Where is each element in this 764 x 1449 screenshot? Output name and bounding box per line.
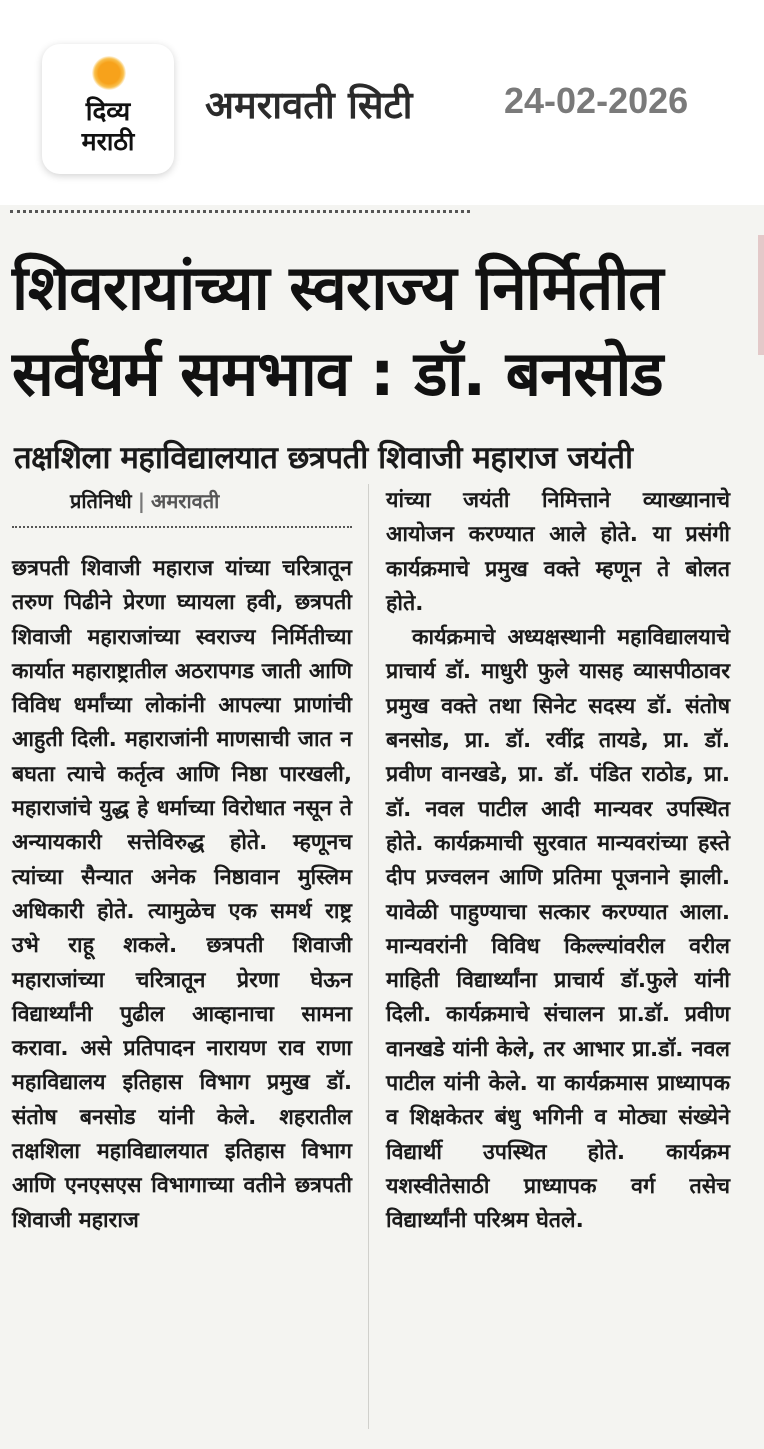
logo-text-line2: मराठी [81,127,135,156]
byline [70,487,219,514]
byline-place: अमरावती [151,489,220,513]
clipping-top-edge [10,210,470,219]
column-divider [368,484,369,1429]
right-column-paragraph-1: यांच्या जयंती निमित्ताने व्याख्यानाचे आयोजन करण्यात आले होते. या प्रसंगी कार्यक्रमाचे प्रमुख वक्ते म्हणून ते बोलत होते. [386,488,730,616]
sun-icon [92,56,126,90]
header-bar [0,0,764,195]
clipping-edge-mark [758,235,764,355]
article-column-right [386,484,730,1239]
byline-divider [12,526,352,528]
article-column-left [12,552,352,1238]
edition-name: अमरावती सिटी [205,83,413,127]
logo-text-line1: दिव्य [85,97,131,127]
headline-line-2: सर्वधर्म समभाव : डॉ. बनसोड [12,337,663,410]
left-column-paragraph: छत्रपती शिवाजी महाराज यांच्या चरित्रातून तरुण पिढीने प्रेरणा घ्यायला हवी, छत्रपती शिवाजी महाराजांच्या स्वराज्य निर्मितीच्या कार्यात महाराष्ट्रातील अठरापगड जाती आणि विविध धर्मांच्या लोकांनी आपल्या प्राणांची आहुती दिली. महाराजांनी माणसाची जात न बघता त्याचे कर्तृत्व आणि निष्ठा पारखली, महाराजांचे युद्ध हे धर्माच्या विरोधात नसून ते अन्यायकारी सत्तेविरुद्ध होते. म्हणूनच त्यांच्या सैन्यात अनेक निष्ठावान मुस्लिम अधिकारी होते. त्यामुळेच एक समर्थ राष्ट्र उभे राहू शकले. छत्रपती शिवाजी महाराजांच्या चरित्रातून प्रेरणा घेऊन विद्यार्थ्यांनी पुढील आव्हानाचा सामना करावा. असे प्रतिपादन नारायण राव राणा महाविद्यालय इतिहास विभाग प्रमुख डॉ. संतोष बनसोड यांनी केले. शहरातील तक्षशिला महाविद्यालयात इतिहास विभाग आणि एनएसएस विभागाच्या वतीने छत्रपती शिवाजी महाराज [12,556,352,1233]
subheadline: तक्षशिला महाविद्यालयात छत्रपती शिवाजी महाराज जयंती [14,440,633,476]
right-column-paragraph-2: कार्यक्रमाचे अध्यक्षस्थानी महाविद्यालयाचे प्राचार्य डॉ. माधुरी फुले यासह व्यासपीठावर प्रमुख वक्ते तथा सिनेट सदस्य डॉ. संतोष बनसोड, प्रा. डॉ. रवींद्र तायडे, प्रा. डॉ. प्रवीण वानखडे, प्रा. डॉ. पंडित राठोड, प्रा. डॉ. नवल पाटील आदी मान्यवर उपस्थित होते. कार्यक्रमाची सुरवात मान्यवरांच्या हस्ते दीप प्रज्वलन आणि प्रतिमा पूजनाने झाली. यावेळी पाहुण्याचा सत्कार करण्यात आला. मान्यवरांनी विविध किल्ल्यांवरील वरील माहिती विद्यार्थ्यांना प्राचार्य डॉ.फुले यांनी दिली. कार्यक्रमाचे संचालन प्रा.डॉ. प्रवीण वानखडे यांनी केले, तर आभार प्रा.डॉ. नवल पाटील यांनी केले. या कार्यक्रमास प्राध्यापक व शिक्षकेतर बंधु भगिनी व मोठ्या संख्येने विद्यार्थी उपस्थित होते. कार्यक्रम यशस्वीतेसाठी प्राध्यापक वर्ग तसेच विद्यार्थ्यांनी परिश्रम घेतले. [386,625,730,1234]
headline-line-1: शिवरायांच्या स्वराज्य निर्मितीत [12,251,663,324]
divya-marathi-logo[interactable] [42,44,174,174]
byline-separator: | [137,489,146,513]
edition-date: 24-02-2026 [504,80,689,121]
byline-reporter: प्रतिनिधी [70,489,132,513]
